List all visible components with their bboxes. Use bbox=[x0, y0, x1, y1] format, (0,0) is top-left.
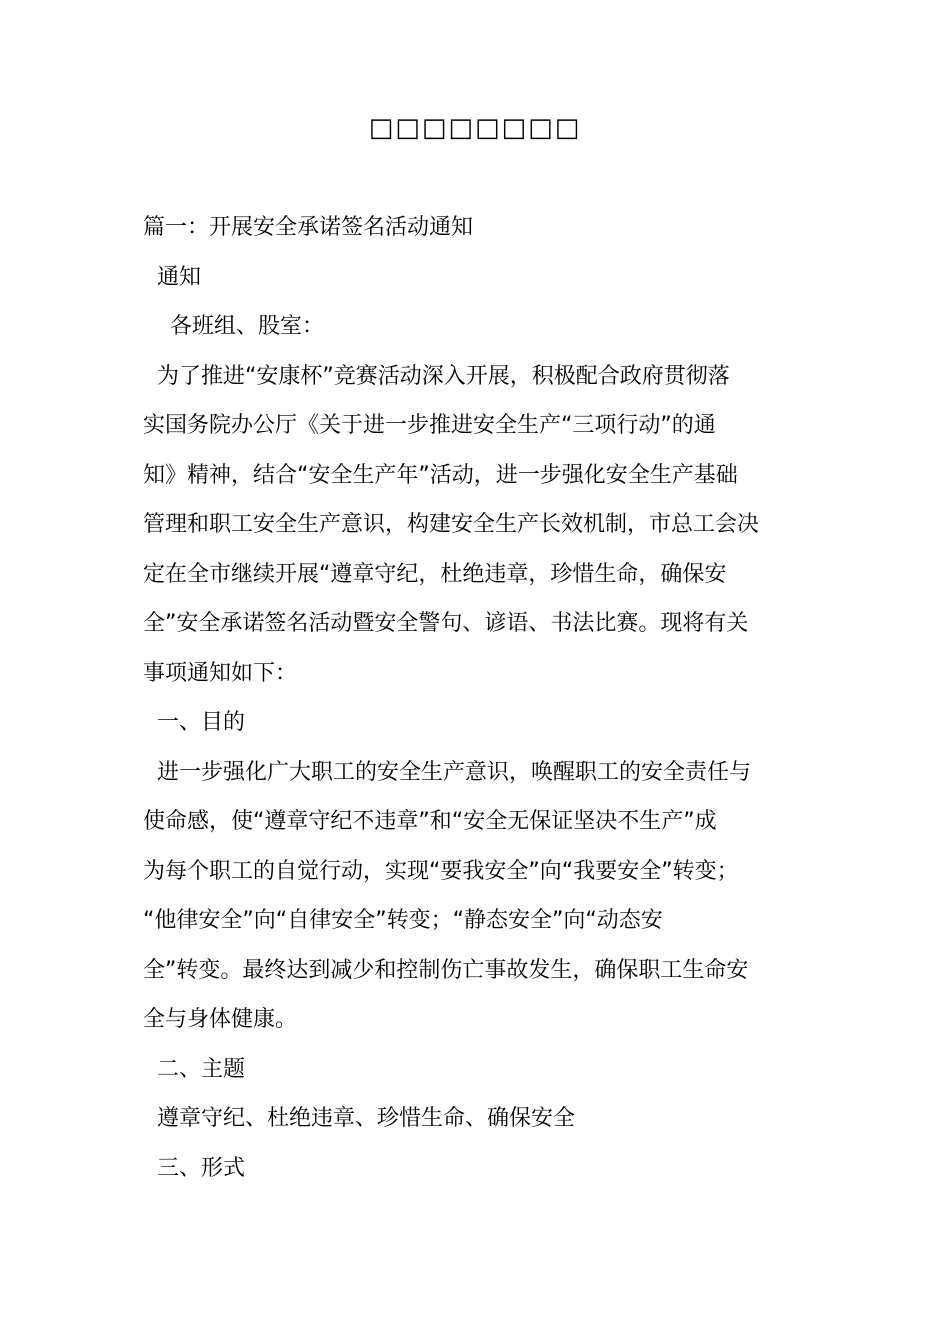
body-line: 为了推进“安康杯”竞赛活动深入开展，积极配合政府贯彻落 bbox=[157, 364, 730, 389]
section-heading: 篇一：开展安全承诺签名活动通知 bbox=[143, 215, 474, 240]
body-line: 定在全市继续开展“遵章守纪，杜绝违章，珍惜生命，确保安 bbox=[143, 562, 727, 587]
body-line: 事项通知如下： bbox=[143, 661, 298, 686]
body-line: 进一步强化广大职工的安全生产意识，唤醒职工的安全责任与 bbox=[157, 760, 752, 785]
body-line: “他律安全”向“自律安全”转变；“静态安全”向“动态安 bbox=[143, 908, 663, 933]
theme-text: 遵章守纪、杜绝违章、珍惜生命、确保安全 bbox=[157, 1106, 576, 1131]
body-line: 管理和职工安全生产意识，构建安全生产长效机制，市总工会决 bbox=[143, 512, 760, 537]
body-line: 为每个职工的自觉行动，实现“要我安全”向“我要安全”转变； bbox=[143, 859, 739, 884]
notice-label: 通知 bbox=[157, 265, 202, 290]
document-title: □□□□□□□□ bbox=[368, 113, 582, 143]
recipients: 各班组、股室： bbox=[170, 314, 325, 339]
body-line: 使命感，使“遵章守纪不违章”和“安全无保证坚决不生产”成 bbox=[143, 809, 717, 834]
subheading-purpose: 一、目的 bbox=[157, 710, 246, 735]
body-line: 全”转变。最终达到减少和控制伤亡事故发生，确保职工生命安 bbox=[143, 958, 749, 983]
body-line: 知》精神，结合“安全生产年”活动，进一步强化安全生产基础 bbox=[143, 463, 738, 488]
body-line: 全与身体健康。 bbox=[143, 1007, 298, 1032]
body-line: 全”安全承诺签名活动暨安全警句、谚语、书法比赛。现将有关 bbox=[143, 611, 749, 636]
body-line: 实国务院办公厅《关于进一步推进安全生产“三项行动”的通 bbox=[143, 413, 716, 438]
subheading-theme: 二、主题 bbox=[157, 1057, 246, 1082]
subheading-form: 三、形式 bbox=[157, 1156, 246, 1181]
